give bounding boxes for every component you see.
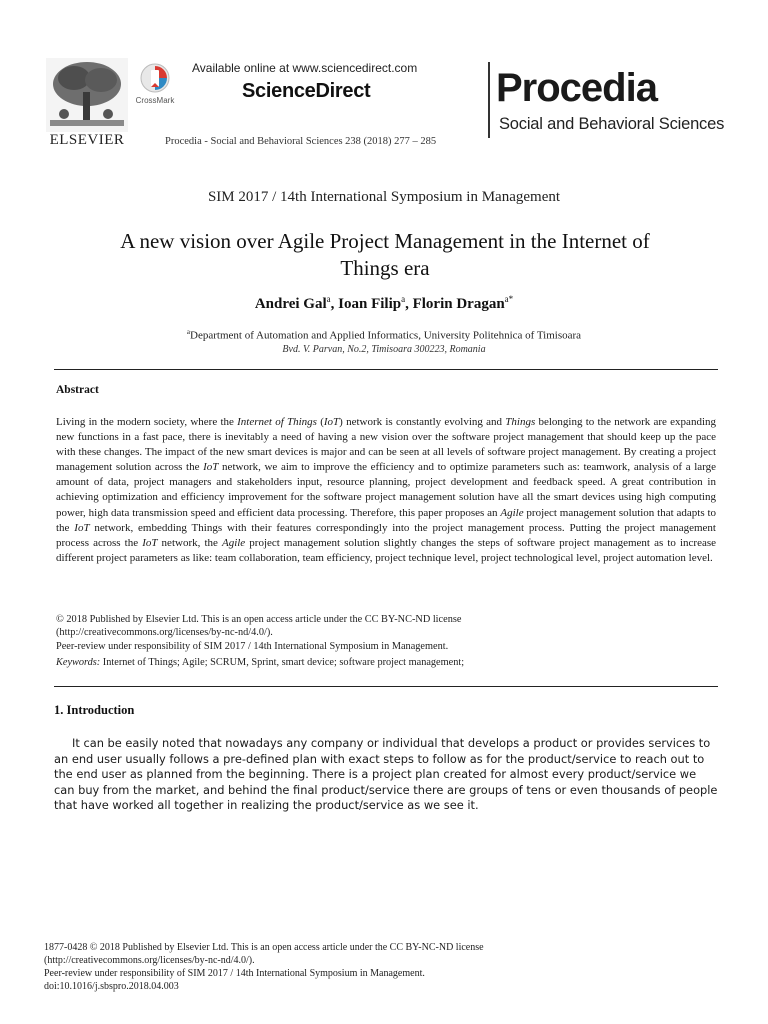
- author-affil-mark: a: [401, 294, 406, 304]
- author-affil-mark: a: [326, 294, 331, 304]
- conference-name: SIM 2017 / 14th International Symposium in Management: [207, 189, 561, 205]
- affiliation: [0, 328, 768, 342]
- journal-title: Procedia: [496, 66, 657, 110]
- crossmark-label: CrossMark: [135, 96, 175, 105]
- affiliation-address: Bvd. V. Parvan, No.2, Timisoara 300223, Romania: [282, 344, 486, 355]
- divider-top: [54, 369, 718, 370]
- license-line: © 2018 Published by Elsevier Ltd. This is an open access article under the CC BY-NC-ND license: [56, 614, 462, 625]
- footer-license-link[interactable]: (http://creativecommons.org/licenses/by-nc-nd/4.0/).: [44, 955, 255, 966]
- available-online-text: Available online at www.sciencedirect.com: [192, 61, 418, 75]
- author-list: Andrei Gal$^a$, Ioan Filip$^a$, Florin Dragan$^{a*}$: [254, 294, 514, 312]
- author-name: Florin Dragan: [412, 296, 505, 312]
- footer-peer-review: Peer-review under responsibility of SIM 2017 / 14th International Symposium in Management.: [44, 968, 425, 979]
- author-name: Andrei Gal: [254, 296, 327, 312]
- license-link[interactable]: (http://creativecommons.org/licenses/by-nc-nd/4.0/).: [56, 627, 273, 639]
- abstract-text: Living in the modern society, where the Internet of Things (IoT) network is constantly evolving and Things belonging to the network are expanding new functions in a fast pace, there is inevitably a need of having a new vision over the software project management that should keep up the pace with these changes. The impact of the new smart devices is major and can be seen at all levels of software project management. By creating a project management solution across the IoT network, we aim to improve the efficiency and to optimize parameters such as: teamwork, analysis of a large amount of data, project managers and stakeholders input, resource planning, project development and feedback speed. A great contribution in achieving optimization and efficiency improvement for the software project management solution have all the smart devices using high computing power, high data transmission speed and efficient data processing. Therefore, this paper proposes an Agile project management solution that adapts to the IoT network, embedding Things with their features correspondingly into the project management process. Putting the project management process across the IoT network, the Agile project management solution slightly changes the steps of software project management as to increase different project parameters as like: team collaboration, team efficiency, project technique level, project technological level, project automation level.: [56, 416, 717, 564]
- journal-reference: Procedia - Social and Behavioral Sciences 238 (2018) 277 – 285: [165, 136, 437, 147]
- author-affil-mark: a*: [504, 294, 514, 304]
- footer-issn-license: 1877-0428 © 2018 Published by Elsevier Ltd. This is an open access article under the CC BY-NC-ND license: [44, 942, 484, 953]
- title-line-2: Things era: [340, 256, 430, 280]
- abstract-heading: Abstract: [56, 384, 99, 396]
- peer-review-line: Peer-review under responsibility of SIM 2017 / 14th International Symposium in Management.: [56, 640, 449, 652]
- introduction-paragraph: It can be easily noted that nowadays any company or individual that develops a product or provides services to an end user usually follows a pre-defined plan with exact steps to follow as for the product/service to reach out to the end user as planned from the beginning. There is a project plan created for almost every product/service we can buy from the market, and behind the final product/service there are groups of tens or even thousands of people that have worked all together in realizing the product/service as we see it.: [54, 736, 718, 813]
- procedia-divider: [488, 62, 490, 138]
- publisher-name: ELSEVIER: [49, 132, 125, 148]
- divider-bottom: [54, 686, 718, 687]
- paper-title: [60, 228, 710, 282]
- sciencedirect-logo-text: ScienceDirect: [242, 80, 371, 102]
- affiliation-text: Department of Automation and Applied Informatics, University Politehnica of Timisoara: [190, 329, 582, 342]
- title-line-1: A new vision over Agile Project Management in the Internet of: [120, 229, 650, 253]
- journal-subtitle: Social and Behavioral Sciences: [499, 115, 725, 133]
- license-notice: [56, 613, 716, 653]
- keywords-text: Internet of Things; Agile; SCRUM, Sprint, smart device; software project management;: [100, 657, 465, 668]
- keywords-label: Keywords:: [56, 657, 101, 668]
- affiliation-mark: a: [186, 328, 191, 336]
- page-footer: [44, 941, 724, 993]
- keywords: [56, 657, 716, 668]
- footer-doi[interactable]: doi:10.1016/j.sbspro.2018.04.003: [44, 981, 179, 992]
- author-name: Ioan Filip: [338, 296, 402, 312]
- section-heading-introduction: 1. Introduction: [54, 703, 135, 717]
- crossmark-icon[interactable]: [140, 63, 170, 93]
